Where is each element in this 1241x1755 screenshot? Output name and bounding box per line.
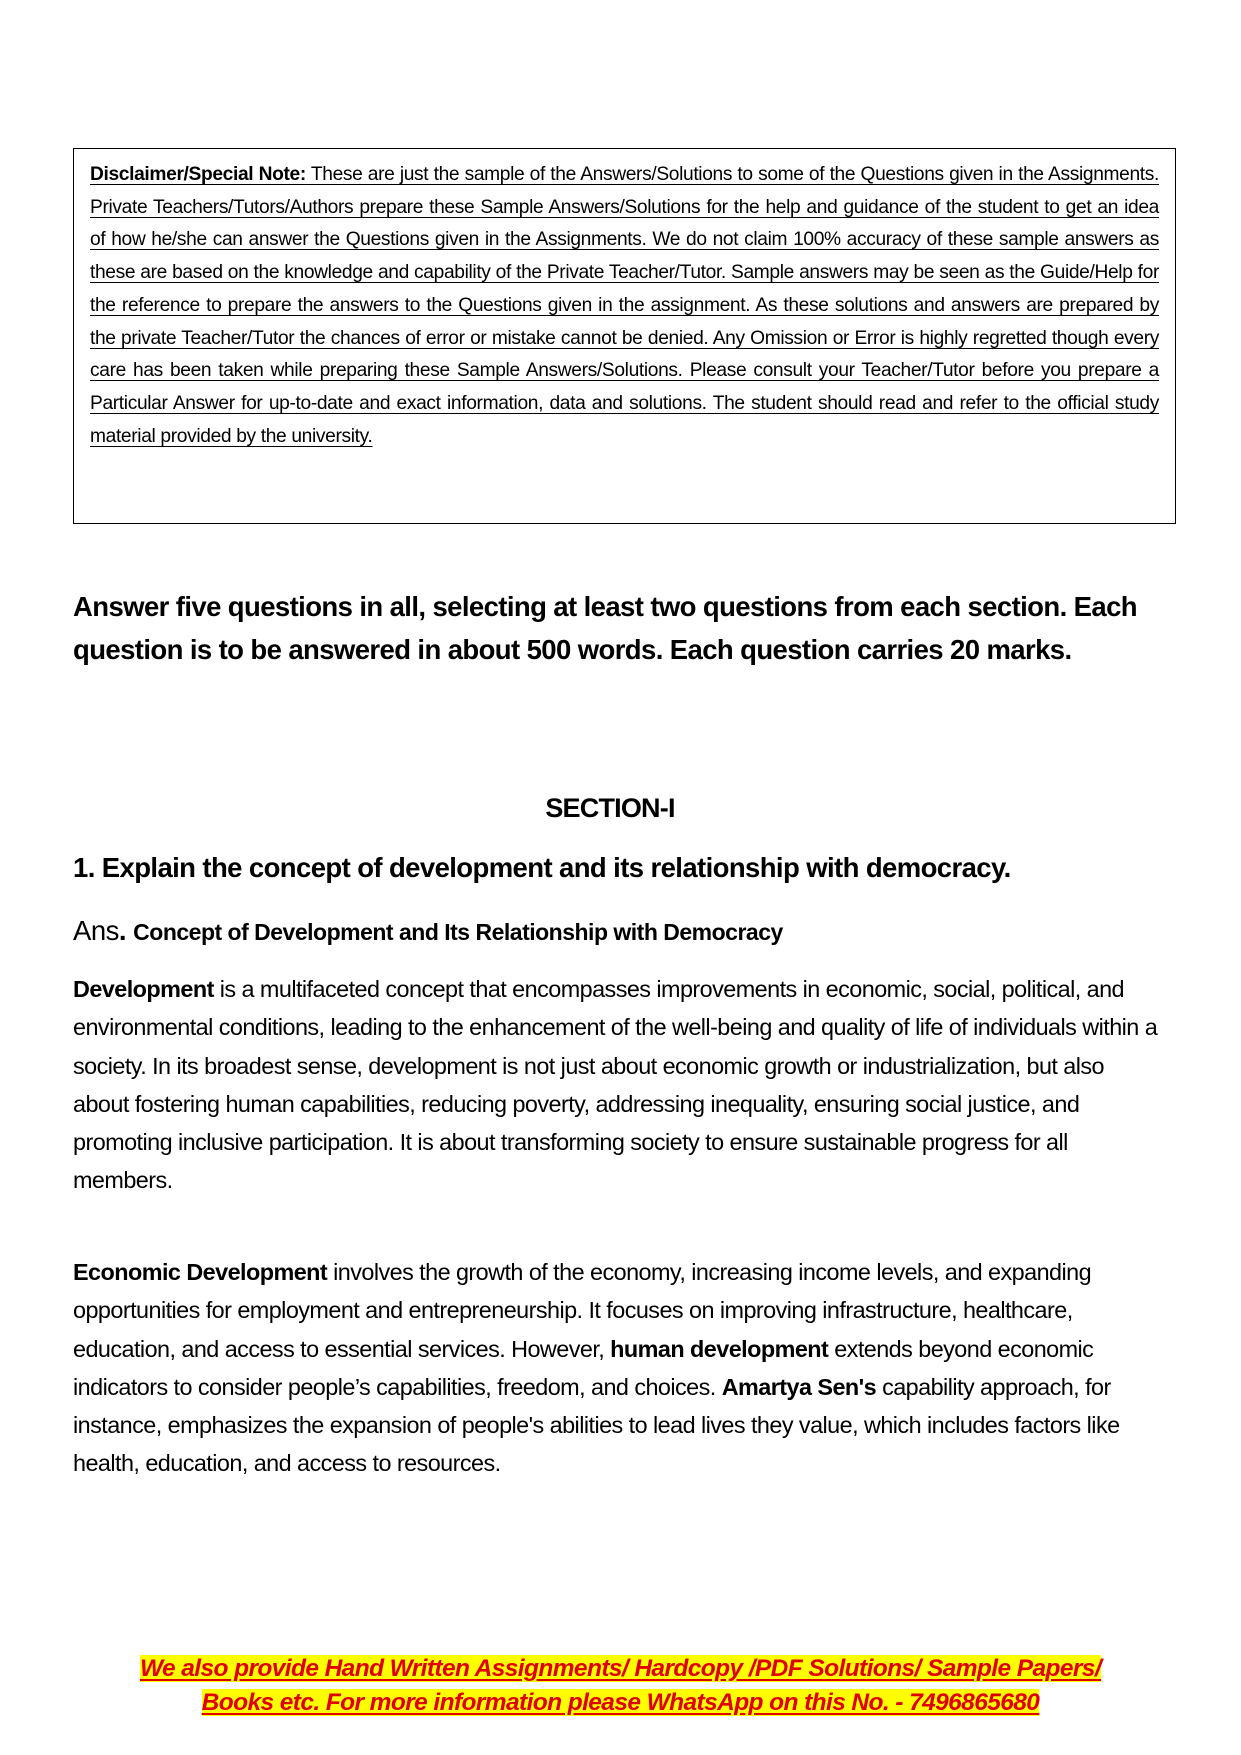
question-heading: 1. Explain the concept of development and its relationship with democracy. — [73, 852, 1011, 883]
answer-paragraph — [73, 1253, 1163, 1483]
disclaimer-box — [73, 148, 1176, 524]
bold-term: Economic Development — [73, 1259, 328, 1285]
promo-line-2: Books etc. For more information please WhatsApp on this No. - 7496865680 — [201, 1689, 1040, 1716]
disclaimer-body: These are just the sample of the Answers/Solutions to some of the Questions given in the Assignments. Private Teachers/Tutors/Authors prepare these Sample Answers/Solutions for the help and guidance of the student to get an idea of how he/she can answer the Questions given in the Assignments. We do not claim 100% accuracy of these sample answers as these are based on the knowledge and capability of the Private Teacher/Tutor. Sample answers may be seen as the Guide/Help for the reference to prepare the answers to the Questions given in the assignment. As these solutions and answers are prepared by the private Teacher/Tutor the chances of error or mistake cannot be denied. Any Omission or Error is highly regretted though every care has been taken while preparing these Sample Answers/Solutions. Please consult your Teacher/Tutor before you prepare a Particular Answer for up-to-date and exact information, data and solutions. The student should read and refer to the official study material provided by the university. — [90, 164, 1159, 447]
disclaimer-label: Disclaimer/Special Note: — [90, 164, 306, 185]
exam-instructions: Answer five questions in all, selecting at least two questions from each section. Each question is to be answered in about 500 words. Each question carries 20 marks. — [73, 591, 1137, 665]
answer-prefix-dot: . — [118, 915, 134, 946]
bold-term: Amartya Sen's — [721, 1373, 877, 1400]
bold-term: Development — [73, 976, 214, 1002]
promo-line-1: We also provide Hand Written Assignments/ Hardcopy /PDF Solutions/ Sample Papers/ — [139, 1655, 1102, 1682]
answer-paragraph — [73, 970, 1163, 1200]
promo-footer — [0, 1652, 1241, 1720]
section-title: SECTION-I — [545, 793, 675, 823]
answer-title: Concept of Development and Its Relationship with Democracy — [133, 919, 783, 945]
answer-prefix — [73, 915, 133, 946]
paragraph-text: extends beyond economic indicators to consider people’s capabilities, freedom, and choices. — [73, 1335, 1094, 1400]
paragraph-text: is a multifaceted concept that encompasses improvements in economic, social, political, and environmental conditions, leading to the enhancement of the well-being and quality of life of individuals within a society. In its broadest sense, development is not just about economic growth or industrialization, but also about fostering human capabilities, reducing poverty, addressing inequality, ensuring social justice, and promoting inclusive participation. It is about transforming society to ensure sustainable progress for all members. — [73, 976, 1158, 1194]
paragraph-text: involves the growth of the economy, increasing income levels, and expanding opportunities for employment and entrepreneurship. It focuses on improving infrastructure, healthcare, education, and access to essential services. However, — [73, 1259, 1092, 1362]
paragraph-text: capability approach, for instance, emphasizes the expansion of people's abilities to lead lives they value, which includes factors like health, education, and access to resources. — [73, 1373, 1120, 1477]
disclaimer-text — [90, 159, 1159, 453]
answer-prefix-label: Ans — [73, 915, 119, 946]
answer-heading — [73, 915, 783, 947]
bold-term: human development — [610, 1335, 829, 1362]
